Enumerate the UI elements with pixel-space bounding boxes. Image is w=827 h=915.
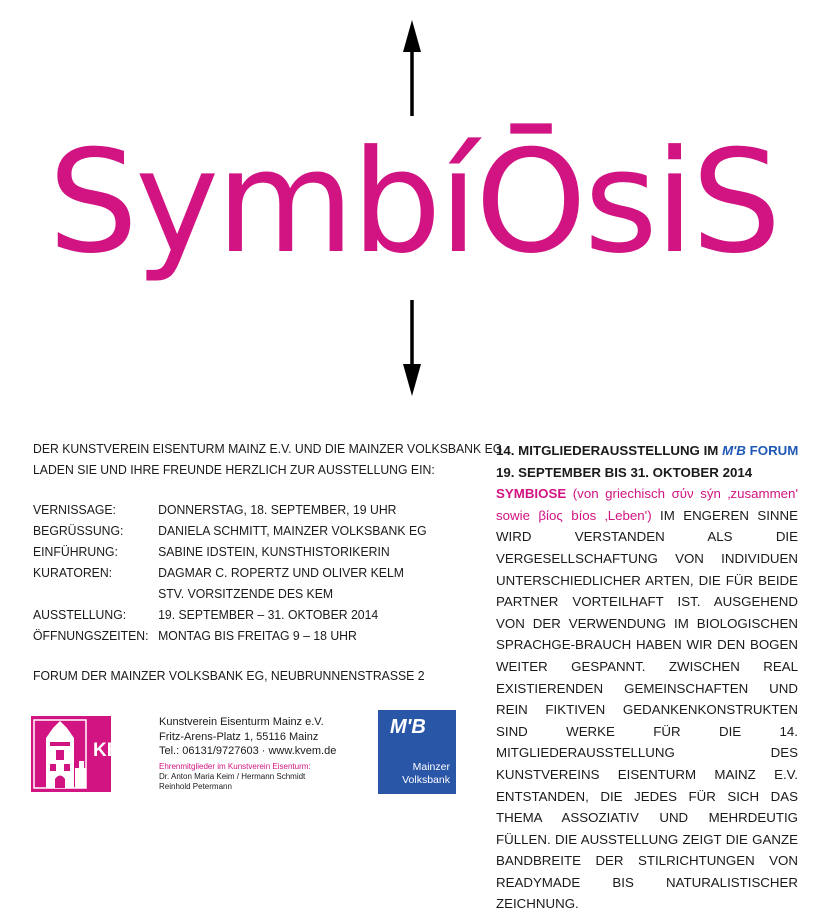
mvb-mark: M'B: [390, 716, 426, 738]
arrow-down-icon: [396, 298, 428, 398]
detail-label: AUSSTELLUNG:: [33, 607, 127, 622]
detail-row: [33, 499, 438, 520]
detail-value: STV. VORSITZENDE DES KEM: [158, 586, 334, 601]
club-contact-line: Tel.: 06131/9727603 · www.kvem.de: [159, 745, 337, 758]
exhibition-description: [496, 440, 798, 915]
exhibition-heading: [496, 440, 798, 462]
heading-forum: FORUM: [745, 443, 799, 458]
heading-prefix: 14. MITGLIEDERAUSSTELLUNG IM: [496, 443, 723, 458]
detail-value: MONTAG BIS FREITAG 9 – 18 UHR: [158, 628, 357, 643]
detail-row: [33, 604, 438, 625]
description-body: IM ENGEREN SINNE WIRD VERSTANDEN ALS DIE VERGESELLSCHAFTUNG VON INDIVIDUEN UNTERSCHIEDLICHER ARTEN, DIE FÜR BEIDE PARTNER VORTEILHAFT IST. AUSGEHEND VON DER VERWENDUNG IM BIOLOGISCHEN SPRACHGE-BRAUCH HABEN WIR DEN BOGEN WEITER GESPANNT. ZWISCHEN REAL EXISTIERENDEN GEMEINSCHAFTEN UND REIN FIKTIVEN GEDANKENKONSTRUKTEN SIND WERKE FÜR DIE 14. MITGLIEDERAUSSTELLUNG DES KUNSTVEREINS EISENTURM MAINZ E.V. ENTSTANDEN, DIE JEDES FÜR SICH DAS THEMA ASSOZIATIV UND MEHRDEUTIG FÜLLEN. DIE AUSSTELLUNG ZEIGT DIE GANZE BANDBREITE DER STILRICHTUNGEN VON READYMADE BIS NATURALISTISCHER ZEICHNUNG.: [496, 507, 799, 912]
title-part3: siS: [583, 120, 779, 285]
honor-members-label: Ehrenmitglieder im Kunstverein Eisenturm:: [159, 761, 311, 771]
detail-row: [33, 562, 438, 583]
club-contact: [159, 715, 369, 792]
detail-row: [33, 520, 438, 541]
detail-value: 19. SEPTEMBER – 31. OKTOBER 2014: [158, 607, 379, 622]
honor-members-line: Dr. Anton Maria Keim / Hermann Schmidt: [159, 771, 306, 781]
title-accent-i: í: [438, 120, 476, 285]
detail-label: BEGRÜSSUNG:: [33, 523, 124, 538]
mvb-name-line: Mainzer: [412, 761, 450, 773]
venue-address: FORUM DER MAINZER VOLKSBANK EG, NEUBRUNNENSTRASSE 2: [33, 668, 425, 683]
mvb-name-line: Volksbank: [402, 774, 450, 786]
term-definition: (von griechisch σύν sýn ‚zusammen' sowie βίος bíos ‚Leben'): [496, 486, 798, 523]
invitation-line-2: LADEN SIE UND IHRE FREUNDE HERZLICH ZUR AUSSTELLUNG EIN:: [33, 462, 435, 477]
detail-label: ÖFFNUNGSZEITEN:: [33, 628, 149, 643]
detail-value: SABINE IDSTEIN, KUNSTHISTORIKERIN: [158, 544, 390, 559]
detail-value: DONNERSTAG, 18. SEPTEMBER, 19 UHR: [158, 502, 397, 517]
detail-row: [33, 583, 438, 604]
honor-members-line: Reinhold Petermann: [159, 781, 232, 791]
arrow-up-icon: [396, 18, 428, 118]
detail-value: DAGMAR C. ROPERTZ UND OLIVER KELM: [158, 565, 404, 580]
mvb-name: [402, 761, 450, 787]
detail-value: DANIELA SCHMITT, MAINZER VOLKSBANK EG: [158, 523, 427, 538]
detail-label: KURATOREN:: [33, 565, 113, 580]
invitation-line-1: DER KUNSTVEREIN EISENTURM MAINZ E.V. UND DIE MAINZER VOLKSBANK EG: [33, 441, 503, 456]
event-details: [33, 499, 438, 646]
club-address: Fritz-Arens-Platz 1, 55116 Mainz: [159, 730, 319, 743]
detail-label: [33, 583, 158, 604]
club-name: Kunstverein Eisenturm Mainz e.V.: [159, 716, 324, 728]
description-text: [496, 483, 798, 915]
title-part2: Ō: [475, 120, 584, 285]
detail-label: VERNISSAGE:: [33, 502, 116, 517]
detail-row: [33, 541, 438, 562]
mainzer-volksbank-logo: [378, 710, 456, 794]
term-symbiose: SYMBIOSE: [496, 486, 567, 502]
kem-logo-text: KEM: [93, 740, 136, 761]
exhibition-title: [48, 108, 788, 298]
mvb-inline-logo: M'B: [722, 443, 746, 458]
title-part1: Symb: [48, 120, 439, 285]
kem-logo: [31, 716, 136, 792]
invitation-intro: [33, 438, 503, 480]
invitation-column: [33, 438, 503, 686]
detail-row: [33, 625, 438, 646]
exhibition-dates: 19. SEPTEMBER BIS 31. OKTOBER 2014: [496, 464, 753, 480]
detail-label: EINFÜHRUNG:: [33, 544, 118, 559]
